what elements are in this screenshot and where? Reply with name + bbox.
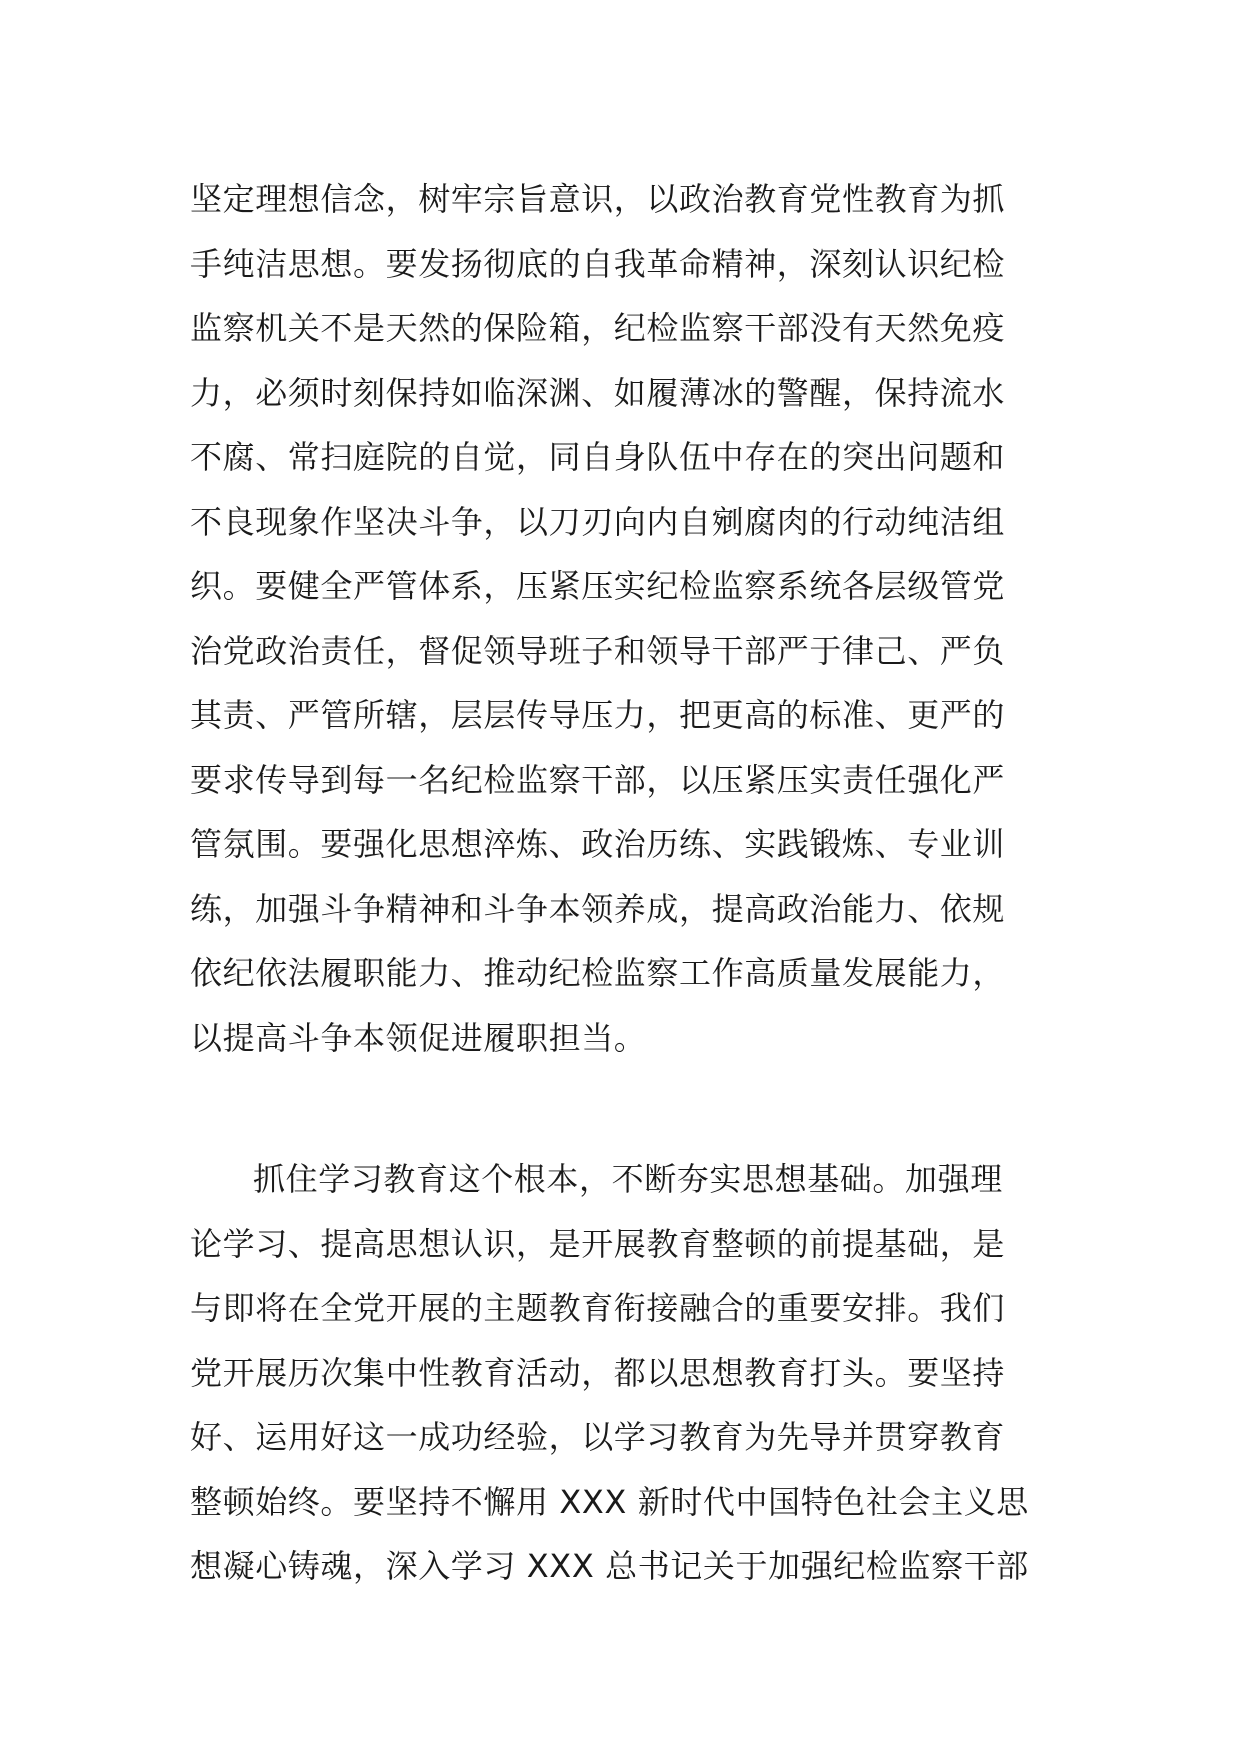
text-line: 治党政治责任，督促领导班子和领导干部严于律己、严负 [190, 631, 1006, 670]
text-line: 好、运用好这一成功经验，以学习教育为先导并贯穿教育 [190, 1418, 1006, 1456]
text-line: 不良现象作坚决斗争，以刀刃向内自剜腐肉的行动纯洁组 [190, 502, 1006, 541]
text-line: 练，加强斗争精神和斗争本领养成，提高政治能力、依规 [190, 889, 1006, 928]
text-line: 要求传导到每一名纪检监察干部，以压紧压实责任强化严 [190, 760, 1006, 799]
paragraph-2 [190, 1147, 1058, 1599]
text-line: 管氛围。要强化思想淬炼、政治历练、实践锻炼、专业训 [190, 825, 1006, 863]
text-line: 想凝心铸魂，深入学习 XXX 总书记关于加强纪检监察干部 [190, 1547, 1029, 1585]
text-line: 力，必须时刻保持如临深渊、如履薄冰的警醒，保持流水 [190, 373, 1006, 412]
text-line: 依纪依法履职能力、推动纪检监察工作高质量发展能力， [190, 954, 1006, 992]
text-line: 坚定理想信念，树牢宗旨意识，以政治教育党性教育为抓 [190, 180, 1006, 218]
text-line: 论学习、提高思想认识，是开展教育整顿的前提基础，是 [190, 1224, 1006, 1263]
text-line: 其责、严管所辖，层层传导压力，把更高的标准、更严的 [190, 696, 1006, 734]
text-line: 手纯洁思想。要发扬彻底的自我革命精神，深刻认识纪检 [190, 244, 1006, 283]
text-line: 以提高斗争本领促进履职担当。 [190, 1018, 647, 1057]
text-line: 党开展历次集中性教育活动，都以思想教育打头。要坚持 [190, 1353, 1006, 1392]
paragraph-1 [190, 167, 1058, 1070]
text-line: 不腐、常扫庭院的自觉，同自身队伍中存在的突出问题和 [190, 438, 1006, 476]
text-line: 与即将在全党开展的主题教育衔接融合的重要安排。我们 [190, 1289, 1006, 1327]
text-line: 整顿始终。要坚持不懈用 XXX 新时代中国特色社会主义思 [190, 1482, 1029, 1521]
text-line: 抓住学习教育这个根本，不断夯实思想基础。加强理 [253, 1160, 1003, 1198]
text-line: 监察机关不是天然的保险箱，纪检监察干部没有天然免疫 [190, 309, 1006, 347]
text-line: 织。要健全严管体系，压紧压实纪检监察系统各层级管党 [190, 567, 1006, 605]
